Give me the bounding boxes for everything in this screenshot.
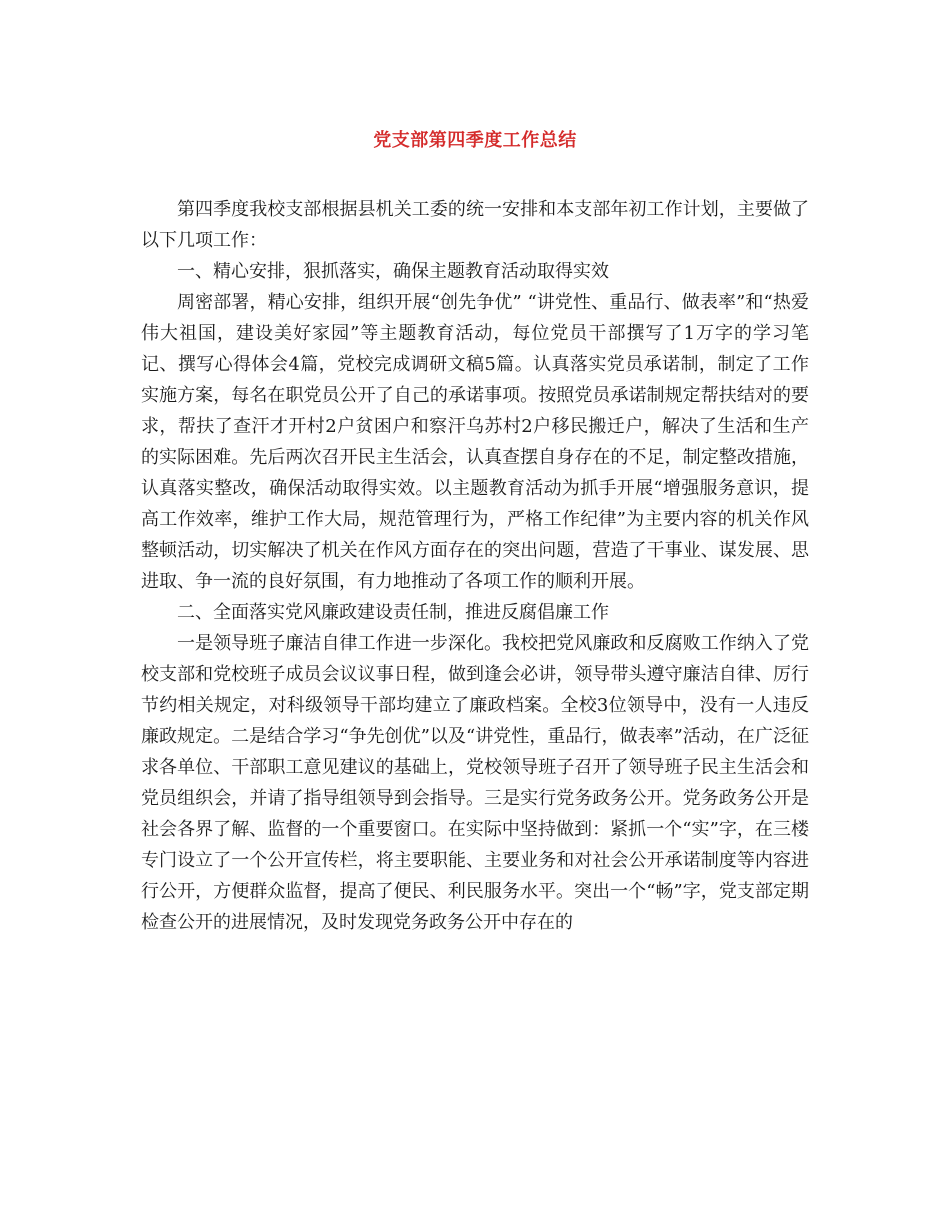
document-title: 党支部第四季度工作总结	[373, 130, 577, 151]
document-body	[141, 194, 809, 938]
section-heading-2: 二、全面落实党风廉政建设责任制，推进反腐倡廉工作	[177, 602, 609, 623]
body-paragraph: 一是领导班子廉洁自律工作进一步深化。我校把党风廉政和反腐败工作纳入了党校支部和党校班子成员会议议事日程，做到逢会必讲，领导带头遵守廉洁自律、厉行节约相关规定，对科级领导干部均建立了廉政档案。全校3位领导中，没有一人违反廉政规定。二是结合学习“争先创优”以及“讲党性，重品行，做表率”活动，在广泛征求各单位、干部职工意见建议的基础上，党校领导班子召开了领导班子民主生活会和党员组织会，并请了指导组领导到会指导。三是实行党务政务公开。党务政务公开是社会各界了解、监督的一个重要窗口。在实际中坚持做到：紧抓一个“实”字，在三楼专门设立了一个公开宣传栏，将主要职能、主要业务和对社会公开承诺制度等内容进行公开，方便群众监督，提高了便民、利民服务水平。突出一个“畅”字，党支部定期检查公开的进展情况，及时发现党务政务公开中存在的	[141, 633, 809, 933]
section-heading-1: 一、精心安排，狠抓落实，确保主题教育活动取得实效	[177, 261, 609, 282]
intro-paragraph: 第四季度我校支部根据县机关工委的统一安排和本支部年初工作计划，主要做了以下几项工作：	[141, 199, 809, 251]
body-paragraph: 周密部署，精心安排，组织开展“创先争优” “讲党性、重品行、做表率”和“热爱伟大祖国，建设美好家园”等主题教育活动，每位党员干部撰写了1万字的学习笔记、撰写心得体会4篇，党校完成调研文稿5篇。认真落实党员承诺制，制定了工作实施方案，每名在职党员公开了自己的承诺事项。按照党员承诺制规定帮扶结对的要求，帮扶了查汗才开村2户贫困户和察汗乌苏村2户移民搬迁户，解决了生活和生产的实际困难。先后两次召开民主生活会，认真查摆自身存在的不足，制定整改措施，认真落实整改，确保活动取得实效。以主题教育活动为抓手开展“增强服务意识，提高工作效率，维护工作大局，规范管理行为，严格工作纪律”为主要内容的机关作风整顿活动，切实解决了机关在作风方面存在的突出问题，营造了干事业、谋发展、思进取、争一流的良好氛围，有力地推动了各项工作的顺利开展。	[141, 292, 809, 592]
